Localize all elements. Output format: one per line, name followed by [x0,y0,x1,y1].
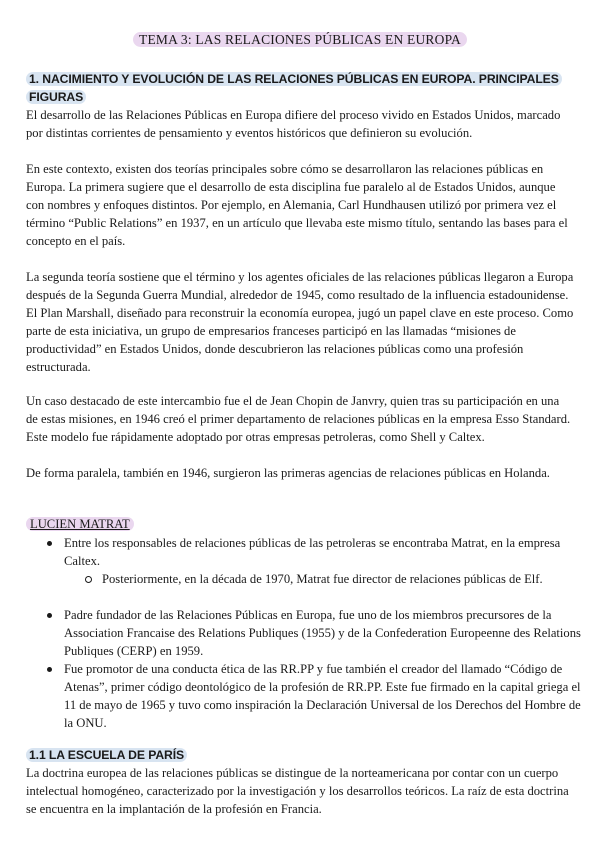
section-1-heading [26,70,578,106]
list-item-text: Entre los responsables de relaciones públicas de las petroleras se encontraba Matrat, en la empresa Caltex. [64,536,561,568]
paragraph-text: El desarrollo de las Relaciones Públicas en Europa difiere del proceso vivido en Estados Unidos, marcado por distintas corrientes de pensamiento y eventos históricos que definieron su evolución. [26,108,561,140]
sub-list-item [102,570,572,588]
section-1-1-heading [26,746,578,764]
section-1-paragraph-5 [26,464,574,482]
paragraph-text: Un caso destacado de este intercambio fue el de Jean Chopin de Janvry, quien tras su participación en una de estas misiones, en 1946 creó el primer departamento de relaciones públicas en la empresa Esso Standard. Este modelo fue rápidamente adoptado por otras empresas petroleras, como Shell y Caltex. [26,394,571,444]
section-1-paragraph-1 [26,106,574,142]
list-item-text: Padre fundador de las Relaciones Públicas en Europa, fue uno de los miembros precursores de la Association Francaise des Relations Publiques (1955) y de la Confederation Europeenne des Relations Publiques (CERP) en 1959. [64,608,581,658]
bullet-icon [47,613,52,618]
document-title [0,31,600,49]
section-1-paragraph-4 [26,392,574,446]
section-1-heading-text: 1. NACIMIENTO Y EVOLUCIÓN DE LAS RELACIONES PÚBLICAS EN EUROPA. PRINCIPALES FIGURAS [26,72,562,104]
list-item [64,660,584,732]
section-1-paragraph-3 [26,268,574,376]
hollow-bullet-icon [85,576,92,583]
bullet-icon [47,541,52,546]
list-item [64,534,584,570]
lucien-matrat-heading [26,515,134,533]
section-1-1-heading-text: 1.1 LA ESCUELA DE PARÍS [26,748,187,762]
list-item-text: Posteriormente, en la década de 1970, Matrat fue director de relaciones públicas de Elf. [102,572,543,586]
paragraph-text: En este contexto, existen dos teorías principales sobre cómo se desarrollaron las relaciones públicas en Europa. La primera sugiere que el desarrollo de esta disciplina fue paralelo al de Estados Unidos, aunque con nombres y enfoques distintos. Por ejemplo, en Alemania, Carl Hundhausen utilizó por primera vez el término “Public Relations” en 1937, en un artículo que llevaba este mismo título, sentando las bases para el concepto en el país. [26,162,568,248]
document-title-text: TEMA 3: LAS RELACIONES PÚBLICAS EN EUROPA [133,32,467,47]
list-item [64,606,584,660]
lucien-matrat-heading-text: LUCIEN MATRAT [26,517,134,531]
list-item-text: Fue promotor de una conducta ética de las RR.PP y fue también el creador del llamado “Código de Atenas”, primer código deontológico de la profesión de RR.PP. Este fue firmado en la capital griega el 11 de mayo de 1965 y tuvo como inspiración la Declaración Universal de los Derechos del Hombre de la ONU. [64,662,581,730]
section-1-paragraph-2 [26,160,574,250]
section-1-1-paragraph [26,764,574,818]
paragraph-text: De forma paralela, también en 1946, surgieron las primeras agencias de relaciones públicas en Holanda. [26,466,550,480]
paragraph-text: La doctrina europea de las relaciones públicas se distingue de la norteamericana por contar con un cuerpo intelectual homogéneo, caracterizado por la investigación y los desarrollos teóricos. La raíz de esta doctrina se encuentra en la implantación de la profesión en Francia. [26,766,569,816]
paragraph-text: La segunda teoría sostiene que el término y los agentes oficiales de las relaciones públicas llegaron a Europa después de la Segunda Guerra Mundial, alrededor de 1945, como resultado de la influencia estadounidense. El Plan Marshall, diseñado para reconstruir la economía europea, jugó un papel clave en este proceso. Como parte de esta iniciativa, un grupo de empresarios franceses participó en las llamadas “misiones de productividad” en Estados Unidos, donde descubrieron las relaciones públicas como una profesión estructurada. [26,270,574,374]
bullet-icon [47,667,52,672]
